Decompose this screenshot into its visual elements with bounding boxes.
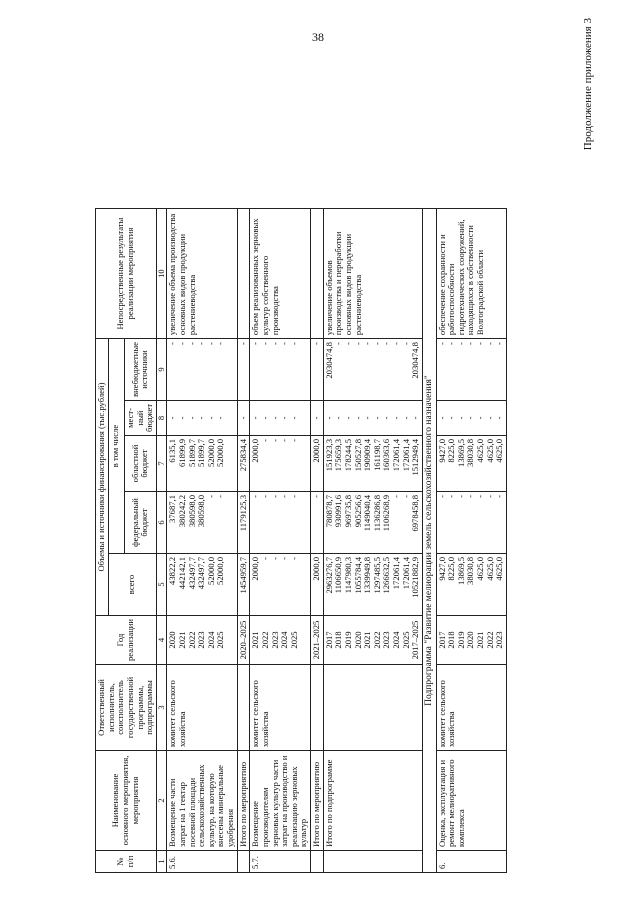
local-list-value: - bbox=[323, 416, 334, 420]
header-name: Наименование основного мероприятия, мероприятия bbox=[96, 751, 157, 851]
local-list-value: - bbox=[250, 416, 261, 420]
extra-list-value: - bbox=[362, 342, 373, 345]
year-list-value: 2018 bbox=[446, 631, 457, 649]
total-list-value: 2963276,7 bbox=[323, 557, 334, 594]
regional-list-value: 160363,6 bbox=[381, 439, 392, 472]
local-list-value: - bbox=[475, 416, 486, 420]
federal-list-value: - bbox=[446, 495, 457, 498]
extra-list bbox=[237, 339, 250, 401]
year-list-value: 2023 bbox=[196, 631, 207, 649]
local-list-value: - bbox=[288, 416, 299, 420]
extra-list-value: - bbox=[400, 342, 411, 345]
local-list bbox=[311, 400, 324, 435]
activity-name: Итого по мероприятию bbox=[237, 751, 250, 851]
year-list-value: 2017 bbox=[436, 631, 447, 649]
total-list-value: 1266632,5 bbox=[381, 557, 392, 594]
extra-list-value: - bbox=[311, 342, 322, 345]
federal-list-value: 6978458,8 bbox=[410, 495, 421, 532]
year-list-value: 2020–2025 bbox=[237, 620, 248, 660]
year-list-value: 2021 bbox=[475, 631, 486, 649]
federal-list bbox=[237, 492, 250, 554]
column-number: 2 bbox=[156, 751, 167, 851]
total-list-value: 1147980,3 bbox=[342, 557, 353, 594]
row-number: 5.6. bbox=[167, 851, 237, 873]
federal-list-value: - bbox=[311, 495, 322, 498]
local-list-value: - bbox=[371, 416, 382, 420]
federal-list-value: 1106268,9 bbox=[381, 495, 392, 532]
executor bbox=[323, 665, 422, 751]
table-row bbox=[323, 209, 422, 873]
header-executor: Ответственный исполнитель, соисполнитель государственной программы, подпрограммы bbox=[96, 665, 157, 751]
regional-list-value: 1512949,4 bbox=[410, 439, 421, 476]
total-list-value: 1339949,8 bbox=[362, 557, 373, 594]
federal-list bbox=[250, 492, 311, 554]
activity-name: Возмещение производителям зерновых культур части затрат на производство и реализацию зерновых культур bbox=[250, 751, 311, 851]
regional-list-value: 2000,0 bbox=[250, 439, 261, 463]
regional-list-value: 150527,8 bbox=[352, 439, 363, 472]
column-number: 5 bbox=[156, 554, 167, 616]
extra-list-value: - bbox=[484, 342, 495, 345]
year-list-value: 2025 bbox=[400, 631, 411, 649]
total-list-value: 4625,0 bbox=[475, 557, 486, 581]
total-list-value: 432497,7 bbox=[186, 557, 197, 590]
federal-list-value: - bbox=[400, 495, 411, 498]
regional-list-value: 51899,7 bbox=[196, 439, 207, 467]
header-including: в том числе bbox=[108, 339, 124, 554]
federal-list-value: 930991,6 bbox=[333, 495, 344, 528]
local-list-value: - bbox=[436, 416, 447, 420]
federal-list-value: - bbox=[455, 495, 466, 498]
federal-list-value: 1136286,8 bbox=[371, 495, 382, 532]
table-row bbox=[167, 209, 237, 873]
total-list-value: 172061,4 bbox=[391, 557, 402, 590]
result-text: обеспечение сохранности и работоспособности гидротехнических сооружений, находящихся в собственности Волгоградской области bbox=[436, 209, 506, 339]
regional-list-value: 161198,7 bbox=[371, 439, 382, 471]
page-number: 38 bbox=[312, 30, 324, 44]
column-number: 4 bbox=[156, 616, 167, 665]
total-list-value: 1297485,5 bbox=[371, 557, 382, 594]
local-list-value: - bbox=[410, 416, 421, 420]
header-regional: областной бюджет bbox=[124, 436, 156, 492]
regional-list-value: 13869,5 bbox=[455, 439, 466, 467]
row-number bbox=[311, 851, 324, 873]
local-list-value: - bbox=[446, 416, 457, 420]
federal-list-value: - bbox=[288, 495, 299, 498]
federal-list-value: 1179125,3 bbox=[237, 495, 248, 532]
regional-list-value: 178244,5 bbox=[342, 439, 353, 472]
total-list bbox=[436, 554, 506, 616]
regional-list-value: 61899,9 bbox=[176, 439, 187, 467]
regional-list bbox=[167, 436, 237, 492]
total-list-value: 1454959,7 bbox=[237, 557, 248, 594]
year-list-value: 2022 bbox=[259, 631, 270, 649]
total-list-value: 2000,0 bbox=[250, 557, 261, 581]
local-list-value: - bbox=[494, 416, 505, 420]
total-list-value: - bbox=[259, 557, 270, 560]
total-list-value: 1055784,4 bbox=[352, 557, 363, 594]
local-list-value: - bbox=[342, 416, 353, 420]
regional-list bbox=[237, 436, 250, 492]
federal-list-value: - bbox=[391, 495, 402, 498]
local-list-value: - bbox=[362, 416, 373, 420]
year-list-value: 2024 bbox=[391, 631, 402, 649]
extra-list-value: - bbox=[391, 342, 402, 345]
extra-list-value: - bbox=[186, 342, 197, 345]
extra-list-value: - bbox=[475, 342, 486, 345]
total-list bbox=[250, 554, 311, 616]
local-list-value: - bbox=[215, 416, 226, 420]
total-list-value: 38030,8 bbox=[465, 557, 476, 585]
column-number: 3 bbox=[156, 665, 167, 751]
executor: комитет сельского хозяйства bbox=[436, 665, 506, 751]
total-list-value: - bbox=[269, 557, 280, 560]
executor bbox=[311, 665, 324, 751]
total-list-value: 172061,4 bbox=[400, 557, 411, 590]
extra-list-value: - bbox=[494, 342, 505, 345]
year-list-value: 2020 bbox=[352, 631, 363, 649]
extra-list-value: - bbox=[333, 342, 344, 345]
extra-list-value: - bbox=[455, 342, 466, 345]
total-list-value: 10521882,9 bbox=[410, 557, 421, 598]
extra-list bbox=[311, 339, 324, 401]
regional-list-value: 172061,4 bbox=[400, 439, 411, 472]
extra-list bbox=[167, 339, 237, 401]
row-number: 6. bbox=[436, 851, 506, 873]
federal-list bbox=[323, 492, 422, 554]
column-number: 7 bbox=[156, 436, 167, 492]
regional-list-value: 4625,0 bbox=[484, 439, 495, 463]
local-list bbox=[250, 400, 311, 435]
regional-list-value: 52000,0 bbox=[215, 439, 226, 467]
total-list bbox=[323, 554, 422, 616]
year-list-value: 2023 bbox=[381, 631, 392, 649]
total-list-value: 43822,2 bbox=[167, 557, 178, 585]
regional-list-value: 6135,1 bbox=[167, 439, 178, 463]
table-row bbox=[237, 209, 250, 873]
local-list-value: - bbox=[465, 416, 476, 420]
total-list-value: 52000,0 bbox=[205, 557, 216, 585]
column-number: 10 bbox=[156, 209, 167, 339]
header-volumes: Объемы и источники финансирования (тыс.рублей) bbox=[96, 339, 109, 616]
year-list-value: 2025 bbox=[215, 631, 226, 649]
total-list-value: 52000,0 bbox=[215, 557, 226, 585]
column-number: 1 bbox=[156, 851, 167, 873]
local-list-value: - bbox=[167, 416, 178, 420]
table-row bbox=[311, 209, 324, 873]
local-list-value: - bbox=[259, 416, 270, 420]
regional-list-value: 275834,4 bbox=[237, 439, 248, 472]
regional-list-value: 8225,0 bbox=[446, 439, 457, 463]
total-list-value: 2000,0 bbox=[311, 557, 322, 581]
regional-list-value: 172061,4 bbox=[391, 439, 402, 472]
local-list-value: - bbox=[279, 416, 290, 420]
total-list-value: 432497,7 bbox=[196, 557, 207, 590]
local-list-value: - bbox=[333, 416, 344, 420]
extra-list-value: - bbox=[352, 342, 363, 345]
regional-list-value: 4625,0 bbox=[494, 439, 505, 463]
header-federal: федеральный бюджет bbox=[124, 492, 156, 554]
year-list-value: 2021–2025 bbox=[311, 620, 322, 660]
column-number-row bbox=[156, 209, 167, 873]
executor: комитет сельского хозяйства bbox=[250, 665, 311, 751]
year-list bbox=[167, 616, 237, 665]
extra-list-value: - bbox=[371, 342, 382, 345]
regional-list-value: - bbox=[269, 439, 280, 442]
federal-list-value: - bbox=[279, 495, 290, 498]
result-text bbox=[237, 209, 250, 339]
local-list-value: - bbox=[352, 416, 363, 420]
activity-name: Итого по мероприятию bbox=[311, 751, 324, 851]
year-list-value: 2020 bbox=[465, 631, 476, 649]
year-list-value: 2022 bbox=[186, 631, 197, 649]
federal-list-value: - bbox=[465, 495, 476, 498]
extra-list-value: - bbox=[436, 342, 447, 345]
header-results: Непосредственные результаты реализации мероприятия bbox=[96, 209, 157, 339]
total-list-value: 1106650,9 bbox=[333, 557, 344, 594]
regional-list bbox=[436, 436, 506, 492]
year-list-value: 2017–2025 bbox=[410, 620, 421, 660]
result-text bbox=[311, 209, 324, 339]
regional-list-value: - bbox=[279, 439, 290, 442]
extra-list-value: - bbox=[288, 342, 299, 345]
extra-list-value: - bbox=[446, 342, 457, 345]
total-list bbox=[167, 554, 237, 616]
local-list-value: - bbox=[400, 416, 411, 420]
year-list-value: 2017 bbox=[323, 631, 334, 649]
federal-list-value: 380598,0 bbox=[186, 495, 197, 528]
year-list-value: 2022 bbox=[371, 631, 382, 649]
extra-list bbox=[323, 339, 422, 401]
year-list-value: 2019 bbox=[342, 631, 353, 649]
total-list-value: - bbox=[279, 557, 290, 560]
total-list-value: - bbox=[288, 557, 299, 560]
regional-list-value: 190909,4 bbox=[362, 439, 373, 472]
subprogram-title-row bbox=[422, 209, 436, 873]
extra-list-value: 2030474,8 bbox=[323, 342, 334, 379]
extra-list-value: - bbox=[465, 342, 476, 345]
year-list bbox=[250, 616, 311, 665]
federal-list-value: - bbox=[259, 495, 270, 498]
extra-list-value: - bbox=[381, 342, 392, 345]
year-list-value: 2024 bbox=[205, 631, 216, 649]
federal-list-value: 905256,6 bbox=[352, 495, 363, 528]
result-text: увеличение объема производства основных видов продукции растениеводства bbox=[167, 209, 237, 339]
row-number: 5.7. bbox=[250, 851, 311, 873]
extra-list-value: - bbox=[167, 342, 178, 345]
extra-list-value: - bbox=[176, 342, 187, 345]
total-list-value: 4625,0 bbox=[494, 557, 505, 581]
header-extra: внебюджетные источники bbox=[124, 339, 156, 401]
regional-list-value: - bbox=[259, 439, 270, 442]
federal-list-value: - bbox=[250, 495, 261, 498]
extra-list-value: - bbox=[215, 342, 226, 345]
total-list bbox=[237, 554, 250, 616]
header-local: мест-ный бюджет bbox=[124, 400, 156, 435]
federal-list bbox=[311, 492, 324, 554]
result-text: увеличение объемов производства и переработки основных видов продукции растениеводства bbox=[323, 209, 422, 339]
extra-list-value: - bbox=[269, 342, 280, 345]
subprogram-title: Подпрограмма "Развитие мелиорации земель сельскохозяйственного назначения" bbox=[422, 209, 436, 873]
extra-list-value: - bbox=[196, 342, 207, 345]
continuation-title: Продолжение приложения 3 bbox=[582, 18, 594, 151]
federal-list-value: 380242,2 bbox=[176, 495, 187, 528]
extra-list-value: - bbox=[259, 342, 270, 345]
local-list-value: - bbox=[176, 416, 187, 420]
regional-list bbox=[311, 436, 324, 492]
regional-list-value: 4625,0 bbox=[475, 439, 486, 463]
year-list-value: 2019 bbox=[455, 631, 466, 649]
local-list bbox=[237, 400, 250, 435]
column-number: 9 bbox=[156, 339, 167, 401]
year-list bbox=[323, 616, 422, 665]
total-list-value: 13869,5 bbox=[455, 557, 466, 585]
extra-list bbox=[250, 339, 311, 401]
federal-list-value: - bbox=[436, 495, 447, 498]
regional-list-value: 151923,3 bbox=[323, 439, 334, 472]
extra-list-value: - bbox=[279, 342, 290, 345]
local-list-value: - bbox=[237, 416, 248, 420]
federal-list bbox=[436, 492, 506, 554]
row-number bbox=[237, 851, 250, 873]
activity-name: Итого по подпрограмме bbox=[323, 751, 422, 851]
column-number: 8 bbox=[156, 400, 167, 435]
year-list-value: 2024 bbox=[279, 631, 290, 649]
extra-list-value: - bbox=[342, 342, 353, 345]
year-list-value: 2021 bbox=[362, 631, 373, 649]
activity-name: Возмещение части затрат на 1 гектар посевной площади сельскохозяйственных культур, на которую внесены минеральные удобрения bbox=[167, 751, 237, 851]
local-list-value: - bbox=[391, 416, 402, 420]
federal-list-value: 37687,1 bbox=[167, 495, 178, 523]
header-num: № п/п bbox=[96, 851, 157, 873]
table-row bbox=[436, 209, 506, 873]
column-number: 6 bbox=[156, 492, 167, 554]
extra-list bbox=[436, 339, 506, 401]
regional-list-value: - bbox=[288, 439, 299, 442]
year-list-value: 2021 bbox=[176, 631, 187, 649]
regional-list bbox=[323, 436, 422, 492]
local-list-value: - bbox=[196, 416, 207, 420]
federal-list bbox=[167, 492, 237, 554]
federal-list-value: - bbox=[205, 495, 216, 498]
result-text: объем реализованных зерновых культур собственного производства bbox=[250, 209, 311, 339]
year-list bbox=[311, 616, 324, 665]
federal-list-value: 780878,7 bbox=[323, 495, 334, 528]
regional-list-value: 9427,0 bbox=[436, 439, 447, 463]
extra-list-value: 2030474,8 bbox=[410, 342, 421, 379]
year-list bbox=[237, 616, 250, 665]
local-list-value: - bbox=[381, 416, 392, 420]
year-list-value: 2023 bbox=[269, 631, 280, 649]
local-list-value: - bbox=[269, 416, 280, 420]
activity-name: Оценка, эксплуатация и ремонт мелиоративного комплекса bbox=[436, 751, 506, 851]
federal-list-value: 969735,8 bbox=[342, 495, 353, 528]
local-list-value: - bbox=[205, 416, 216, 420]
local-list-value: - bbox=[311, 416, 322, 420]
header-year: Год реализации bbox=[96, 616, 157, 665]
regional-list-value: 2000,0 bbox=[311, 439, 322, 463]
total-list-value: 8225,0 bbox=[446, 557, 457, 581]
total-list-value: 9427,0 bbox=[436, 557, 447, 581]
regional-list bbox=[250, 436, 311, 492]
total-list-value: 4625,0 bbox=[484, 557, 495, 581]
year-list-value: 2025 bbox=[288, 631, 299, 649]
extra-list-value: - bbox=[250, 342, 261, 345]
year-list-value: 2020 bbox=[167, 631, 178, 649]
year-list-value: 2018 bbox=[333, 631, 344, 649]
regional-list-value: 38030,8 bbox=[465, 439, 476, 467]
regional-list-value: 52000,0 bbox=[205, 439, 216, 467]
executor bbox=[237, 665, 250, 751]
financing-table bbox=[95, 208, 507, 873]
regional-list-value: 51899,7 bbox=[186, 439, 197, 467]
federal-list-value: - bbox=[475, 495, 486, 498]
local-list-value: - bbox=[484, 416, 495, 420]
local-list bbox=[167, 400, 237, 435]
federal-list-value: - bbox=[494, 495, 505, 498]
federal-list-value: 1149040,4 bbox=[362, 495, 373, 532]
total-list-value: 442142,1 bbox=[176, 557, 187, 590]
year-list bbox=[436, 616, 506, 665]
federal-list-value: 380598,0 bbox=[196, 495, 207, 528]
table-row bbox=[250, 209, 311, 873]
year-list-value: 2023 bbox=[494, 631, 505, 649]
federal-list-value: - bbox=[269, 495, 280, 498]
federal-list-value: - bbox=[215, 495, 226, 498]
executor: комитет сельского хозяйства bbox=[167, 665, 237, 751]
local-list bbox=[436, 400, 506, 435]
federal-list-value: - bbox=[484, 495, 495, 498]
year-list-value: 2022 bbox=[484, 631, 495, 649]
total-list bbox=[311, 554, 324, 616]
row-number bbox=[323, 851, 422, 873]
local-list-value: - bbox=[186, 416, 197, 420]
header-total: всего bbox=[108, 554, 156, 616]
year-list-value: 2021 bbox=[250, 631, 261, 649]
local-list-value: - bbox=[455, 416, 466, 420]
local-list bbox=[323, 400, 422, 435]
extra-list-value: - bbox=[237, 342, 248, 345]
extra-list-value: - bbox=[205, 342, 216, 345]
regional-list-value: 175659,3 bbox=[333, 439, 344, 472]
